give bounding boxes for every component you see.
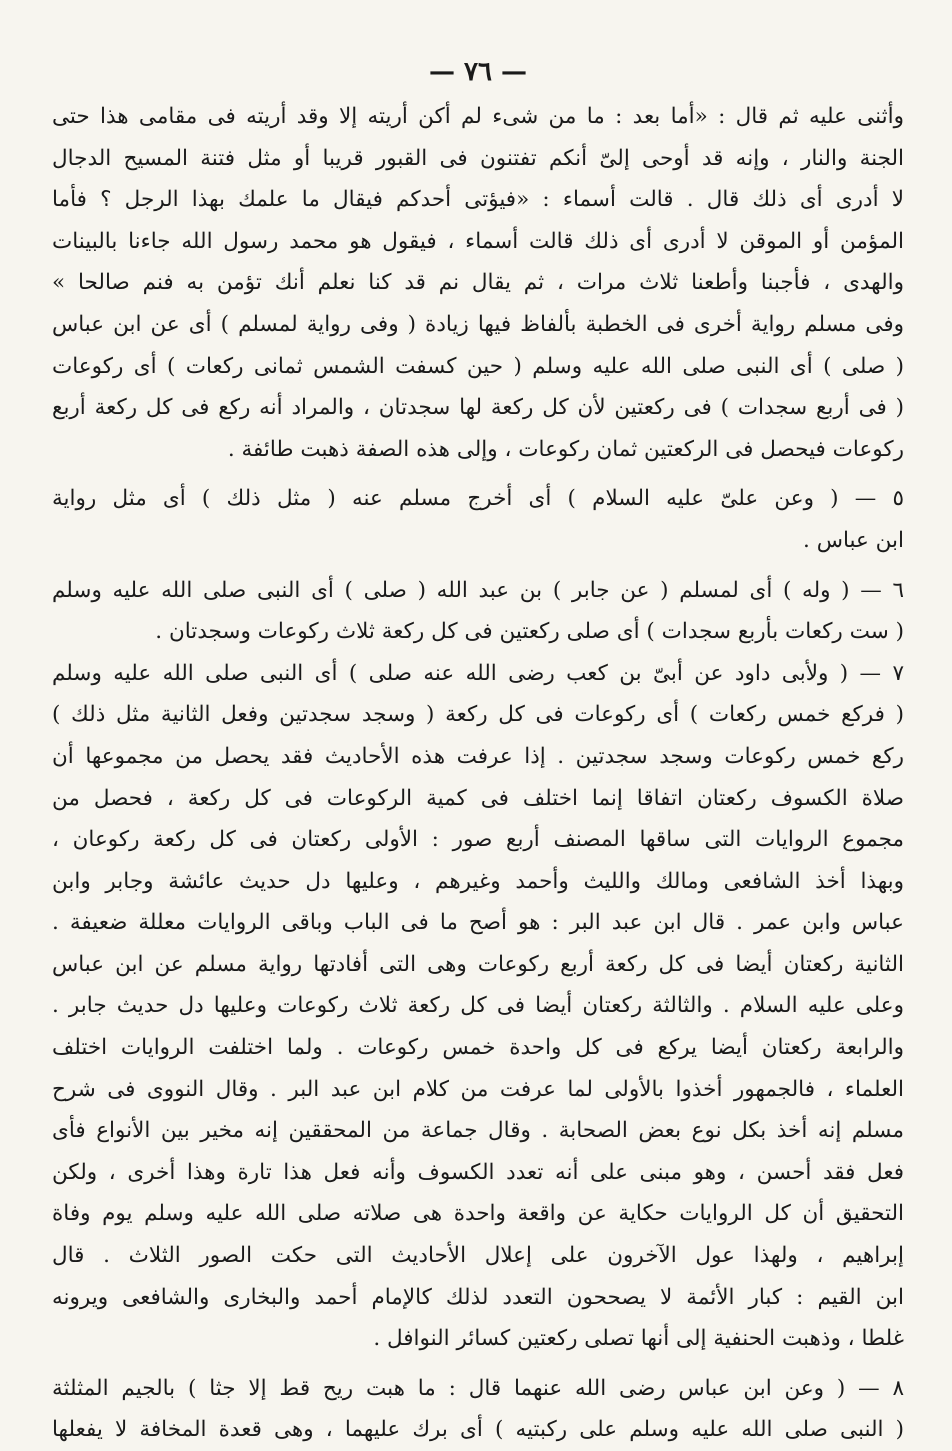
text-line: الثانية ركعتان أيضا فى كل ركعة أربع ركوعات وهى التى أفادتها رواية مسلم عن ابن عباس xyxy=(52,951,904,977)
text-line: العلماء ، فالجمهور أخذوا بالأولى لما عرفت من كلام ابن عبد البر . وقال النووى فى شرح xyxy=(52,1076,904,1102)
text-line: وأثنى عليه ثم قال : «أما بعد : ما من شىء لم أكن أريته إلا وقد أريته فى مقامى هذا حتى xyxy=(52,104,904,129)
paragraph-gap xyxy=(52,470,904,478)
text-line: عباس وابن عمر . قال ابن عبد البر : هو أصح ما فى الباب وباقى الروايات معللة ضعيفة . xyxy=(52,910,904,936)
paragraph-gap xyxy=(52,562,904,570)
text-line: ٧ — ( ولأبى داود عن أبىّ بن كعب رضى الله عنه صلى ) أى النبى صلى الله عليه وسلم xyxy=(52,660,904,686)
text-line: وبهذا أخذ الشافعى ومالك والليث وأحمد وغيرهم ، وعليها دل حديث عائشة وجابر وابن xyxy=(52,868,904,894)
text-line: مجموع الروايات التى ساقها المصنف أربع صور : الأولى ركعتان فى كل ركعة ركوعان ، xyxy=(52,827,904,853)
text-line: ( النبى صلى الله عليه وسلم على ركبتيه ) أى برك عليهما ، وهى قعدة المخافة لا يفعلها xyxy=(52,1417,904,1443)
text-line: ( ست ركعات بأربع سجدات ) أى صلى ركعتين فى كل ركعة ثلاث ركوعات وسجدتان . xyxy=(155,619,904,645)
text-line: التحقيق أن كل الروايات حكاية عن واقعة واحدة هى صلاته صلى الله عليه وسلم يوم وفاة xyxy=(52,1201,904,1227)
text-line: ابن القيم : كبار الأئمة لا يصححون التعدد لذلك كالإمام أحمد والبخارى والشافعى ويرونه xyxy=(52,1284,904,1310)
body-text xyxy=(52,96,904,1451)
text-line: ٦ — ( وله ) أى لمسلم ( عن جابر ) بن عبد الله ( صلى ) أى النبى صلى الله عليه وسلم xyxy=(52,577,904,603)
text-line: ٨ — ( وعن ابن عباس رضى الله عنهما قال : ما هبت ريح قط إلا جثا ) بالجيم المثلثة xyxy=(52,1375,904,1401)
text-line: ( فى أربع سجدات ) فى ركعتين لأن كل ركعة لها سجدتان ، والمراد أنه ركع فى كل ركعة أربع xyxy=(52,395,904,421)
text-line: ركوعات فيحصل فى الركعتين ثمان ركوعات ، وإلى هذه الصفة ذهبت طائفة . xyxy=(227,436,904,462)
text-line: مسلم إنه أخذ بكل نوع بعض الصحابة . وقال جماعة من المحققين إنه مخير بين الأنواع فأى xyxy=(52,1118,904,1144)
text-line: لا أدرى أى ذلك قال . قالت أسماء : «فيؤتى أحدكم فيقال ما علمك بهذا الرجل ؟ فأما xyxy=(52,187,904,213)
paragraph-gap xyxy=(52,1360,904,1368)
text-line: إبراهيم ، ولهذا عول الآخرون على إعلال الأحاديث التى حكت الصور الثلاث . قال xyxy=(52,1243,904,1269)
text-line: غلطا ، وذهبت الحنفية إلى أنها تصلى ركعتين كسائر النوافل . xyxy=(373,1326,904,1352)
text-line: ( صلى ) أى النبى صلى الله عليه وسلم ( حين كسفت الشمس ثمانى ركعات ) أى ركوعات xyxy=(52,353,904,379)
text-line: ٥ — ( وعن علىّ عليه السلام ) أى أخرج مسلم عنه ( مثل ذلك ) أى مثل رواية xyxy=(52,486,904,512)
text-line: ( فركع خمس ركعات ) أى ركوعات فى كل ركعة ( وسجد سجدتين وفعل الثانية مثل ذلك ) xyxy=(52,702,904,728)
text-line: ابن عباس . xyxy=(803,527,904,553)
text-line: وعلى عليه السلام . والثالثة ركعتان أيضا فى كل ركعة ثلاث ركوعات وعليها دل حديث جابر . xyxy=(52,993,904,1019)
text-line: وفى مسلم رواية أخرى فى الخطبة بألفاظ فيها زيادة ( وفى رواية لمسلم ) أى عن ابن عباس xyxy=(52,311,904,337)
text-line: فعل فقد أحسن ، وهو مبنى على أنه تعدد الكسوف وأنه فعل هذا تارة وهذا أخرى ، ولكن xyxy=(52,1159,904,1185)
text-line: والهدى ، فأجبنا وأطعنا ثلاث مرات ، ثم يقال نم قد كنا نعلم أنك تؤمن به فنم صالحا » xyxy=(52,270,904,296)
page-number: — ٧٦ — xyxy=(428,57,528,87)
text-line: ركع خمس ركوعات وسجد سجدتين . إذا عرفت هذه الأحاديث فقد يحصل من مجموعها أن xyxy=(52,743,904,769)
text-line: والرابعة ركعتان أيضا يركع فى كل واحدة خمس ركوعات . ولما اختلفت الروايات اختلف xyxy=(52,1035,904,1061)
text-line: صلاة الكسوف ركعتان اتفاقا إنما اختلف فى كمية الركوعات فى كل ركعة ، فحصل من xyxy=(52,785,904,811)
text-line: الجنة والنار ، وإنه قد أوحى إلىّ أنكم تفتنون فى القبور قريبا أو مثل فتنة المسيح الدجال xyxy=(52,145,904,171)
text-line: المؤمن أو الموقن لا أدرى أى ذلك قالت أسماء ، فيقول هو محمد رسول الله جاءنا بالبينات xyxy=(52,228,904,254)
